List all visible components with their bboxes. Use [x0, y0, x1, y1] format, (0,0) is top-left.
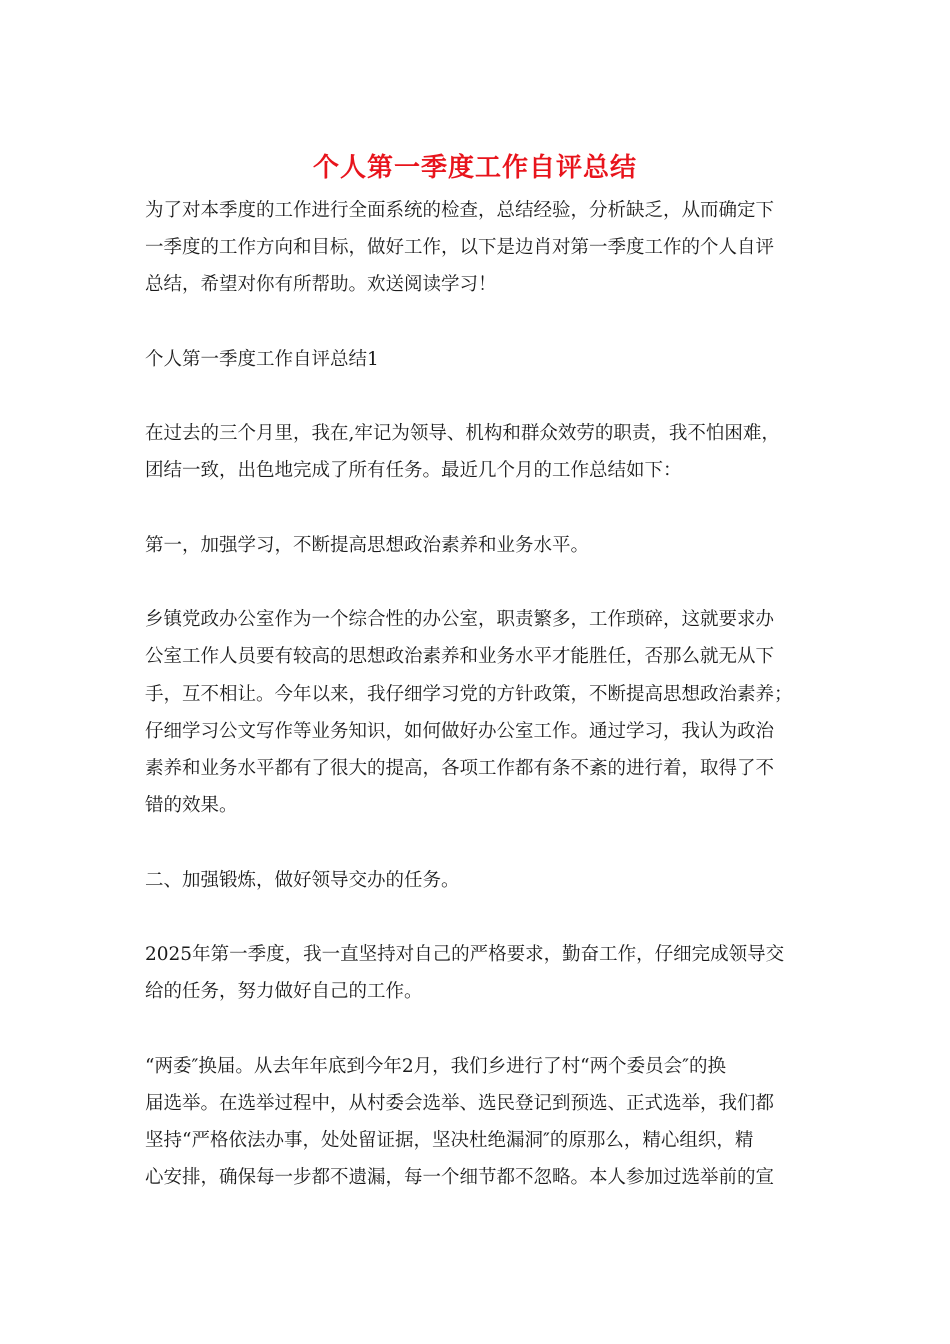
text-line: 心安排，确保每一步都不遗漏，每一个细节都不忽略。本人参加过选举前的宣 [145, 1167, 775, 1189]
paragraph [145, 601, 810, 824]
text-line: 二、加强锻炼，做好领导交办的任务。 [145, 869, 460, 891]
section-heading [145, 862, 810, 899]
section-heading [145, 527, 810, 564]
text-line: 乡镇党政办公室作为一个综合性的办公室，职责繁多，工作琐碎，这就要求办 [145, 609, 775, 631]
text-line: 坚持“严格依法办事，处处留证据，坚决杜绝漏洞″的原那么，精心组织，精 [145, 1129, 754, 1151]
text-line: 总结，希望对你有所帮助。欢送阅读学习！ [145, 274, 497, 296]
text-line: 2025年第一季度，我一直坚持对自己的严格要求，勤奋工作，仔细完成领导交 [145, 943, 785, 965]
text-line: 素养和业务水平都有了很大的提高，各项工作都有条不紊的进行着，取得了不 [145, 757, 775, 779]
text-line: 在过去的三个月里，我在,牢记为领导、机构和群众效劳的职责，我不怕困难， [145, 423, 780, 445]
document-body [145, 192, 810, 1234]
paragraph-intro [145, 192, 810, 304]
text-line: 第一，加强学习，不断提高思想政治素养和业务水平。 [145, 534, 590, 556]
text-line: 一季度的工作方向和目标，做好工作，以下是边肖对第一季度工作的个人自评 [145, 237, 775, 259]
text-line: 手，互不相让。今年以来，我仔细学习党的方针政策，不断提高思想政治素养； [145, 683, 793, 705]
text-line: 公室工作人员要有较高的思想政治素养和业务水平才能胜任，否那么就无从下 [145, 646, 775, 668]
section-heading [145, 341, 810, 378]
text-line: 给的任务，努力做好自己的工作。 [145, 981, 423, 1003]
text-line: 个人第一季度工作自评总结1 [145, 348, 379, 370]
paragraph [145, 415, 810, 489]
paragraph [145, 1048, 810, 1197]
text-line: 仔细学习公文写作等业务知识，如何做好办公室工作。通过学习，我认为政治 [145, 720, 775, 742]
text-line: 届选举。在选举过程中，从村委会选举、选民登记到预选、正式选举，我们都 [145, 1092, 775, 1114]
paragraph [145, 936, 810, 1010]
text-line: 为了对本季度的工作进行全面系统的检查，总结经验，分析缺乏，从而确定下 [145, 200, 775, 221]
document-title: 个人第一季度工作自评总结 [312, 153, 637, 183]
text-line: “两委″换届。从去年年底到今年2月，我们乡进行了村“两个委员会″的换 [145, 1055, 727, 1077]
text-line: 团结一致，出色地完成了所有任务。最近几个月的工作总结如下： [145, 460, 682, 482]
text-line: 错的效果。 [145, 795, 238, 817]
